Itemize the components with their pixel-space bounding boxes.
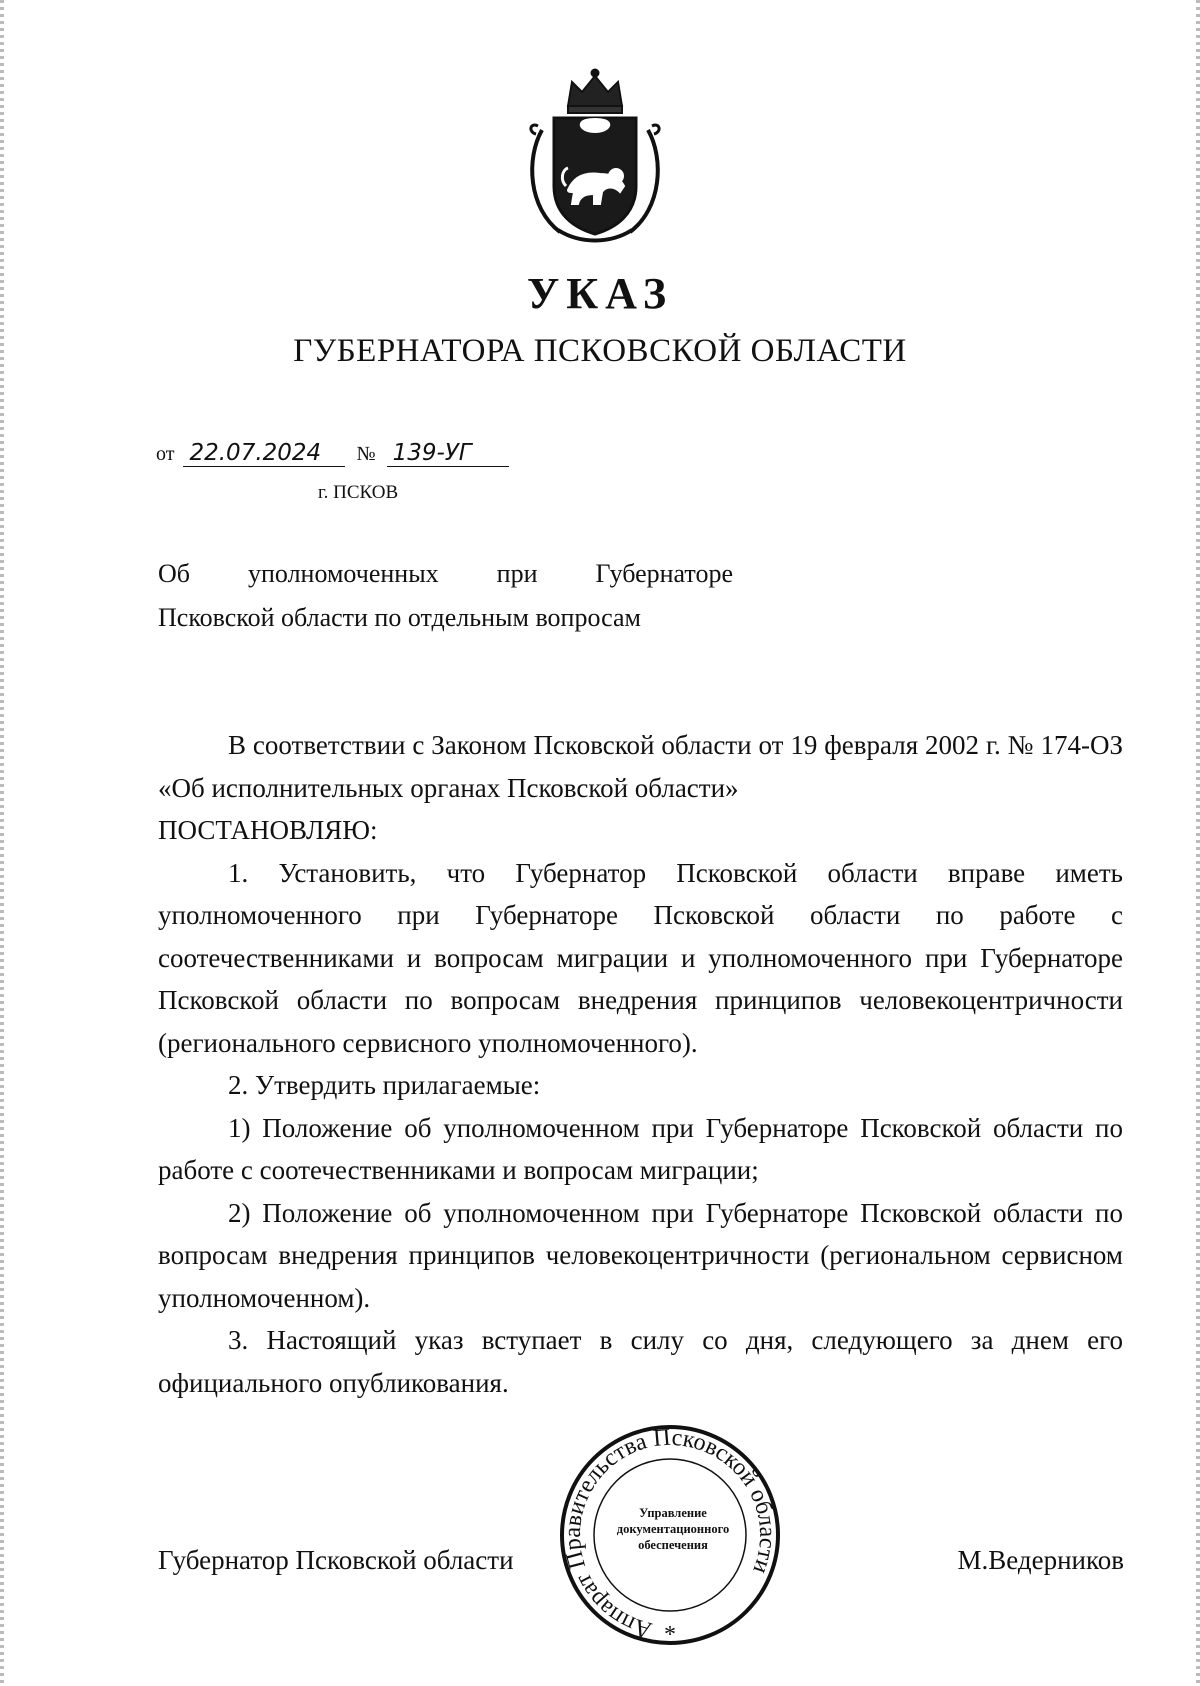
paragraph-2-item-2: 2) Положение об уполномоченном при Губернаторе Псковской области по вопросам внедрения принципов человекоцентричности (региональном сервисном уполномоченном). (158, 1197, 1123, 1313)
intro-paragraph: В соответствии с Законом Псковской области от 19 февраля 2002 г. № 174-ОЗ «Об исполнительных органах Псковской области» (158, 730, 1123, 803)
document-title: УКАЗ (526, 269, 674, 318)
number-prefix: № (356, 443, 376, 465)
seal-star-icon: * (664, 1622, 676, 1648)
paragraph-3: 3. Настоящий указ вступает в силу со дня, следующего за днем его официального опубликования. (158, 1325, 1123, 1398)
subject-line-1: Об уполномоченных при Губернаторе (158, 559, 733, 588)
handwritten-date: 22.07.2024 (183, 440, 345, 467)
seal-inner-text (608, 1505, 738, 1553)
date-prefix: от (156, 443, 175, 465)
seal-inner-line-3: обеспечения (638, 1538, 708, 1552)
paragraph-2-item-1: 1) Положение об уполномоченном при Губернаторе Псковской области по работе с соотечественниками и вопросам миграции; (158, 1112, 1123, 1185)
scan-edge-left (0, 0, 4, 1686)
handwritten-number: 139-УГ (387, 440, 509, 467)
city-label: г. ПСКОВ (318, 482, 399, 503)
decree-word: ПОСТАНОВЛЯЮ: (158, 815, 378, 845)
date-number-line (156, 440, 509, 467)
document-subtitle: ГУБЕРНАТОРА ПСКОВСКОЙ ОБЛАСТИ (293, 333, 907, 369)
subject-line-2: Псковской области по отдельным вопросам (158, 603, 641, 632)
seal-ring-text: Аппарат Правительства Псковской области (559, 1424, 781, 1644)
scan-edge-right (1196, 0, 1200, 1686)
seal-inner-line-2: документационного (616, 1522, 730, 1536)
paragraph-1: 1. Установить, что Губернатор Псковской области вправе иметь уполномоченного при Губернаторе Псковской области по работе с соотечественниками и вопросам миграции и уполномоченного при Губернаторе Псковской области по вопросам внедрения принципов человекоцентричности (регионального сервисного уполномоченного). (158, 857, 1123, 1058)
signatory-position: Губернатор Псковской области (158, 1545, 514, 1575)
document-subject (158, 552, 733, 640)
document-body (158, 724, 1123, 1404)
paragraph-2: 2. Утвердить прилагаемые: (228, 1070, 541, 1100)
coat-of-arms-icon (520, 68, 670, 244)
seal-inner-line-1: Управление (639, 1506, 707, 1520)
signatory-name: М.Ведерников (957, 1545, 1124, 1575)
